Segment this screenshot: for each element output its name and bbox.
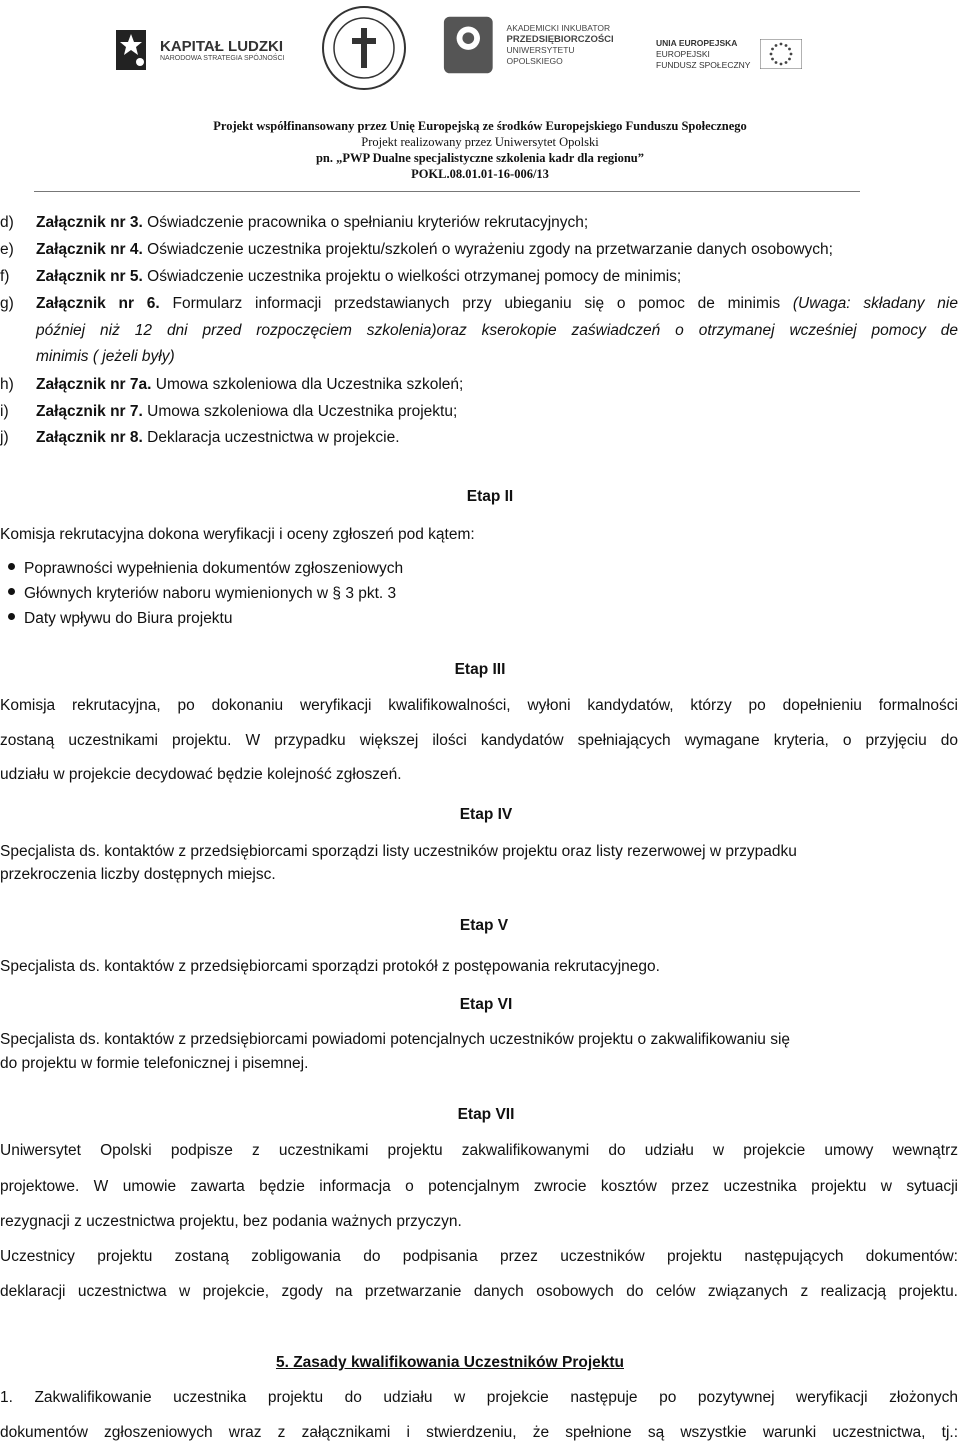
- list-letter-d: d): [0, 214, 14, 231]
- header-line-4: POKL.08.01.01-16-006/13: [411, 167, 549, 181]
- eu-logo: [656, 34, 856, 74]
- list-item-e: [36, 241, 833, 259]
- eu-line3: FUNDUSZ SPOŁECZNY: [656, 59, 751, 70]
- list-letter-h: h): [0, 376, 14, 393]
- list-item-f: [36, 268, 681, 286]
- inkubator-emblem-icon: [440, 12, 499, 78]
- etap-4-heading: Etap IV: [459, 806, 513, 823]
- bullet-icon: [8, 563, 15, 570]
- list-text-j: Deklaracja uczestnictwa w projekcie.: [147, 429, 400, 446]
- header-line-1: Projekt współfinansowany przez Unię Europejską ze środków Europejskiego Funduszu Społecznego: [213, 119, 747, 133]
- list-note-g-1: (Uwaga: składany nie: [792, 295, 958, 312]
- etap-7-line-4: Uczestnicy projektu zostaną zobligowania do podpisania przez uczestników projektu następujących dokumentów:: [0, 1248, 958, 1265]
- kapital-title: KAPITAŁ LUDZKI: [160, 38, 284, 55]
- kapital-ludzki-emblem-icon: [110, 22, 154, 78]
- etap-2-heading: Etap II: [466, 488, 514, 505]
- etap-7-heading: Etap VII: [457, 1106, 515, 1123]
- etap-2-bullet-3: Daty wpływu do Biura projektu: [8, 610, 233, 628]
- etap-3-heading: Etap III: [454, 661, 506, 678]
- list-label-h: Załącznik nr 7a.: [36, 376, 152, 393]
- university-seal-icon: [320, 4, 408, 92]
- header-line-3: pn. „PWP Dualne specjalistyczne szkolenia kadr dla regionu”: [315, 151, 645, 165]
- list-note-g-2: później niż 12 dni przed rozpoczęciem szkolenia)oraz kserokopie zaświadczeń o otrzymanej wcześniej pomocy de: [36, 322, 958, 339]
- etap-6-heading: Etap VI: [459, 996, 513, 1013]
- etap-4-line-1: Specjalista ds. kontaktów z przedsiębiorcami sporządzi listy uczestników projektu oraz listy rezerwowej w przypadku: [0, 843, 797, 860]
- list-letter-f: f): [0, 268, 10, 285]
- eu-flag-icon: [760, 39, 802, 69]
- list-text-e: Oświadczenie uczestnika projektu/szkoleń o wyrażeniu zgody na przetwarzanie danych osobowych;: [147, 241, 833, 258]
- etap-6-line-2: do projektu w formie telefonicznej i pisemnej.: [0, 1055, 309, 1072]
- list-letter-j: j): [0, 429, 9, 446]
- inkubator-line1: AKADEMICKI INKUBATOR: [506, 23, 611, 33]
- etap-2-bullet-2: Głównych kryteriów naboru wymienionych w § 3 pkt. 3: [8, 585, 396, 603]
- list-text-i: Umowa szkoleniowa dla Uczestnika projektu;: [147, 403, 458, 420]
- list-note-g-3: minimis ( jeżeli były): [36, 348, 175, 365]
- kapital-subtitle: NARODOWA STRATEGIA SPÓJNOŚCI: [160, 55, 285, 62]
- section-5-line-1: 1. Zakwalifikowanie uczestnika projektu do udziału w projekcie następuje po pozytywnej weryfikacji złożonych: [0, 1389, 958, 1406]
- list-text-d: Oświadczenie pracownika o spełnianiu kryteriów rekrutacyjnych;: [147, 214, 589, 231]
- etap-7-line-3: rezygnacji z uczestnictwa projektu, bez podania ważnych przyczyn.: [0, 1213, 462, 1230]
- list-label-e: Załącznik nr 4.: [36, 241, 143, 258]
- list-text-h: Umowa szkoleniowa dla Uczestnika szkoleń;: [155, 376, 464, 393]
- bullet-icon: [8, 588, 15, 595]
- etap-5-heading: Etap V: [459, 917, 509, 934]
- inkubator-line2: PRZEDSIĘBIORCZOŚCI: [506, 34, 614, 45]
- etap-7-line-1: Uniwersytet Opolski podpisze z uczestnikami projektu zakwalifikowanymi do udziału w projekcie umowy wewnątrz: [0, 1142, 958, 1159]
- list-item-i: [36, 403, 457, 421]
- list-item-g: [36, 295, 958, 313]
- header-line-2: Projekt realizowany przez Uniwersytet Opolski: [361, 135, 599, 149]
- eu-line1: UNIA EUROPEJSKA: [656, 37, 738, 48]
- list-letter-g: g): [0, 295, 14, 312]
- etap-4-line-2: przekroczenia liczby dostępnych miejsc.: [0, 866, 276, 883]
- header-rule: [34, 191, 860, 192]
- etap-2-intro: Komisja rekrutacyjna dokona weryfikacji i oceny zgłoszeń pod kątem:: [0, 526, 475, 543]
- eu-line2: EUROPEJSKI: [656, 48, 710, 59]
- university-seal: [320, 4, 408, 92]
- section-5-line-2: dokumentów zgłoszeniowych wraz z załącznikami i stwierdzeniu, że spełnione są wszystkie warunki uczestnictwa, tj.:: [0, 1424, 958, 1441]
- etap-5-line-1: Specjalista ds. kontaktów z przedsiębiorcami sporządzi protokół z postępowania rekrutacyjnego.: [0, 958, 660, 975]
- list-label-d: Załącznik nr 3.: [36, 214, 143, 231]
- etap-6-line-1: Specjalista ds. kontaktów z przedsiębiorcami powiadomi potencjalnych uczestników projektu o zakwalifikowaniu się: [0, 1031, 791, 1048]
- logo-strip: [0, 0, 960, 118]
- list-label-i: Załącznik nr 7.: [36, 403, 143, 420]
- list-letter-i: i): [0, 403, 9, 420]
- bullet-icon: [8, 613, 15, 620]
- list-label-g: Załącznik nr 6.: [36, 295, 160, 312]
- list-item-d: [36, 214, 588, 232]
- list-letter-e: e): [0, 241, 14, 258]
- list-item-h: [36, 376, 463, 394]
- etap-3-line-3: udziału w projekcie decydować będzie kolejność zgłoszeń.: [0, 766, 402, 783]
- list-text-f: Oświadczenie uczestnika projektu o wielkości otrzymanej pomocy de minimis;: [147, 268, 682, 285]
- etap-2-bullet-1: Poprawności wypełnienia dokumentów zgłoszeniowych: [8, 560, 403, 578]
- kapital-ludzki-logo: [110, 20, 300, 80]
- list-label-j: Załącznik nr 8.: [36, 429, 143, 446]
- list-item-j: [36, 429, 400, 447]
- etap-3-line-1: Komisja rekrutacyjna, po dokonaniu weryfikacji kwalifikowalności, wyłoni kandydatów, którzy po dopełnieniu formalności: [0, 697, 958, 714]
- list-label-f: Załącznik nr 5.: [36, 268, 143, 285]
- etap-3-line-2: zostaną uczestnikami projektu. W przypadku większej ilości kandydatów spełniających wymagane kryteria, o przyjęciu do: [0, 732, 958, 749]
- inkubator-logo: [440, 10, 630, 80]
- etap-7-line-2: projektowe. W umowie zawarta będzie informacja o potencjalnym zwrocie kosztów przez uczestnika projektu w sytuacji: [0, 1178, 958, 1195]
- list-text-g: Formularz informacji przedstawianych przy ubieganiu się o pomoc de minimis: [172, 295, 781, 312]
- section-5-heading: 5. Zasady kwalifikowania Uczestników Projektu: [275, 1354, 624, 1371]
- inkubator-line3: UNIWERSYTETU OPOLSKIEGO: [506, 45, 575, 66]
- etap-7-line-5: deklaracji uczestnictwa w projekcie, zgody na przetwarzanie danych osobowych do celów związanych z realizacją projektu.: [0, 1283, 958, 1300]
